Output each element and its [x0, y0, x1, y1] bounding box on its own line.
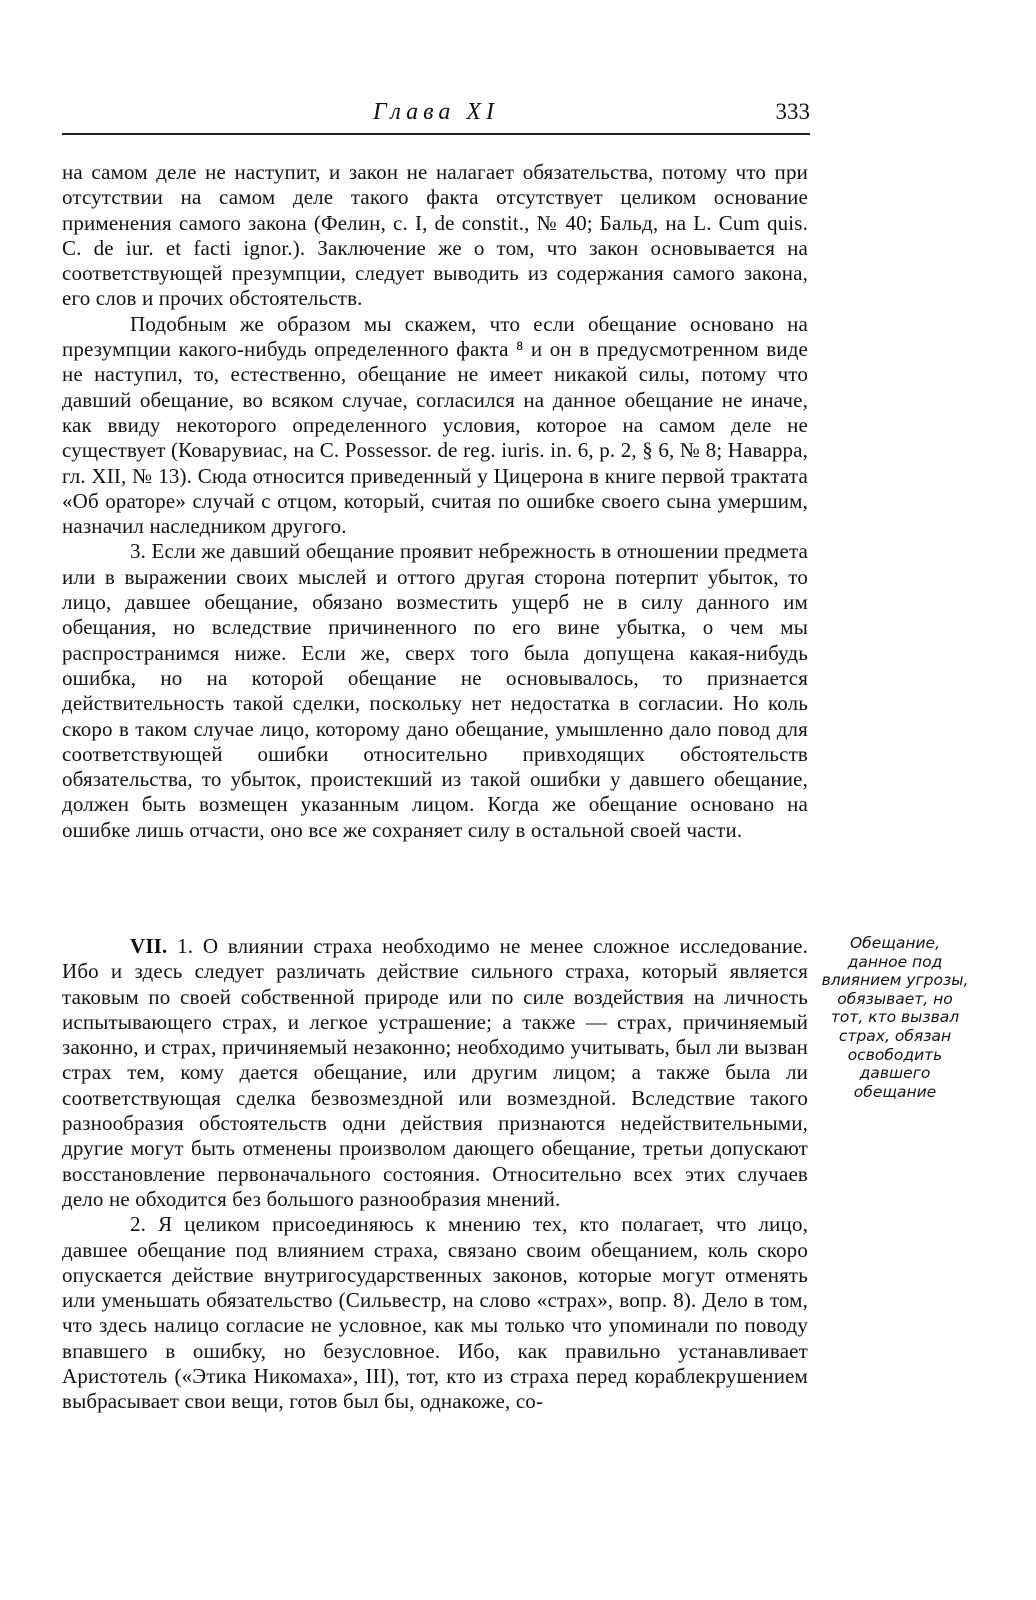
- section-paragraph: [62, 934, 808, 1212]
- running-head: [62, 96, 810, 132]
- paragraph: 3. Если же давший обещание проявит небрежность в отношении предмета или в выражении своих мыслей и оттого другая сторона потерпит убыток, то лицо, давшее обещание, обязано возместить ущерб не в силу данного им обещания, но вследствие причиненного по его вине убытка, о чем мы распространимся ниже. Если же, сверх того была допущена какая-нибудь ошибка, но на которой обещание не основывалось, то признается действительность такой сделки, поскольку нет недостатка в согласии. Но коль скоро в таком случае лицо, которому дано обещание, умышленно дало повод для соответствующей ошибки относительно привходящих обстоятельств обязательства, то убыток, проистекший из такой ошибки у давшего обещание, должен быть возмещен указанным лицом. Когда же обещание основано на ошибке лишь отчасти, оно все же сохраняет силу в остальной своей части.: [62, 539, 808, 842]
- header-rule: [62, 133, 810, 135]
- paragraph: Подобным же образом мы скажем, что если обещание основано на презумпции какого-нибудь определенного факта ⁸ и он в предусмотренном виде не наступил, то, естественно, обещание не имеет никакой силы, потому что давший обещание, во всяком случае, согласился на данное обещание не иначе, как ввиду некоторого определенного условия, которое на самом деле не существует (Коварувиас, на C. Possessor. de reg. iuris. in. 6, p. 2, § 6, № 8; Наварра, гл. XII, № 13). Сюда относится приведенный у Цицерона в книге первой трактата «Об ораторе» случай с отцом, который, считая по ошибке своего сына умершим, назначил наследником другого.: [62, 311, 808, 539]
- section-paragraph-text: 1. О влиянии страха необходимо не менее сложное исследование. Ибо и здесь следует различать действие сильного страха, который является таковым по своей собственной природе или по силе воздействия на личность испытывающего страх, и легкое устрашение; а также — страх, причиняемый законно, и страх, причиняемый незаконно; необходимо учитывать, был ли вызван страх тем, кому дается обещание, или другим лицом; а также была ли соответствующая сделка безвозмездной или возмездной. Вследствие такого разнообразия обстоятельств одни действия признаются недействительными, другие могут быть отменены произволом дающего обещание, третьи допускают восстановление первоначального состояния. Относительно всех этих случаев дело не обходится без большого разнообразия мнений.: [62, 934, 808, 1211]
- paragraph-continuation: на самом деле не наступит, и закон не налагает обязательства, потому что при отсутствии на самом деле такого факта отсутствует целиком основание применения самого закона (Фелин, с. I, de constit., № 40; Бальд, на L. Cum quis. C. de iur. et facti ignor.). Заключение же о том, что закон основывается на соответствующей презумпции, следует выводить из содержания самого закона, его слов и прочих обстоятельств.: [62, 160, 808, 311]
- section-number: VII.: [130, 934, 168, 958]
- page-number: 333: [775, 99, 810, 124]
- section-paragraph: 2. Я целиком присоединяюсь к мнению тех, кто полагает, что лицо, давшее обещание под влиянием страха, связано своим обещанием, коль скоро опускается действие внутригосударственных законов, которые могут отменять или уменьшать обязательство (Сильвестр, на слово «страх», вопр. 8). Дело в том, что здесь налицо согласие не условное, как мы только что упоминали по поводу впавшего в ошибку, но безусловное. Ибо, как правильно устанавливает Аристотель («Этика Никомаха», III), тот, кто из страха перед кораблекрушением выбрасывает свои вещи, готов был бы, однакоже, со-: [62, 1212, 808, 1414]
- chapter-title: Глава XI: [372, 99, 500, 125]
- main-text: [62, 160, 808, 843]
- section-vii: [62, 934, 808, 1415]
- margin-note: Обещание, данное под влиянием угрозы, обязывает, но тот, кто вызвал страх, обязан освободить давшего обещание: [821, 934, 969, 1101]
